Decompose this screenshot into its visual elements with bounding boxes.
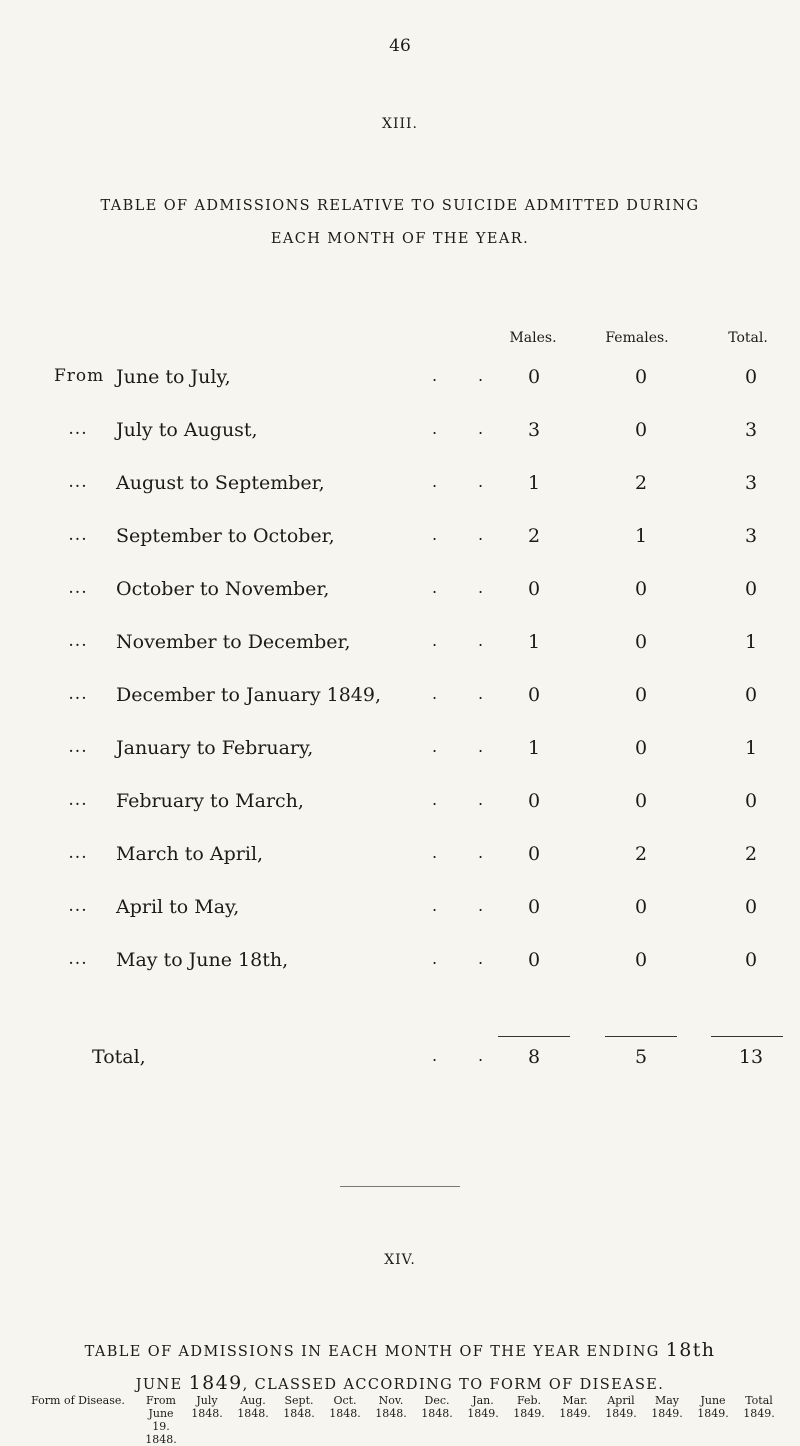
month-header-text: 1848. [145, 1433, 177, 1446]
row-prefix: ... [68, 631, 88, 651]
leader-dot: . [432, 366, 438, 385]
total-value: 1 [744, 631, 758, 653]
leader-dot: . [478, 578, 484, 597]
females-value: 2 [634, 843, 648, 865]
title-text: JUNE [135, 1377, 189, 1393]
leader-dot: . [432, 1046, 438, 1065]
total-value: 0 [744, 684, 758, 706]
females-value: 0 [634, 419, 648, 441]
leader-dot: . [478, 366, 484, 385]
row-prefix: ... [68, 684, 88, 704]
month-header-text: Oct. [333, 1394, 357, 1407]
females-value: 0 [634, 684, 648, 706]
males-value: 0 [527, 578, 541, 600]
month-header [230, 1394, 276, 1420]
total-males: 8 [527, 1046, 541, 1068]
month-header-text: 1849. [651, 1407, 683, 1420]
leader-dot: . [432, 684, 438, 703]
month-header [736, 1394, 782, 1420]
month-header [690, 1394, 736, 1420]
row-prefix: ... [68, 525, 88, 545]
month-range-label: November to December, [116, 631, 351, 653]
month-header-text: Nov. [378, 1394, 404, 1407]
month-range-label: June to July, [116, 366, 231, 388]
leader-dot: . [478, 1046, 484, 1065]
header-text: Form of [31, 1394, 75, 1407]
total-value: 3 [744, 525, 758, 547]
females-header: Females. [605, 330, 669, 346]
month-range-label: October to November, [116, 578, 330, 600]
leader-dot: . [478, 631, 484, 650]
month-header-text: 1849. [467, 1407, 499, 1420]
leader-dot: . [432, 419, 438, 438]
month-header [552, 1394, 598, 1420]
month-range-label: January to February, [116, 737, 314, 759]
total-value: 0 [744, 949, 758, 971]
month-header [460, 1394, 506, 1420]
leader-dot: . [432, 631, 438, 650]
leader-dot: . [432, 843, 438, 862]
total-value: 1 [744, 737, 758, 759]
row-prefix: ... [68, 949, 88, 969]
females-value: 0 [634, 631, 648, 653]
month-range-label: March to April, [116, 843, 264, 865]
month-header [276, 1394, 322, 1420]
females-value: 0 [634, 366, 648, 388]
total-value: 2 [744, 843, 758, 865]
month-header-text: April [607, 1394, 635, 1407]
title-text: TABLE OF ADMISSIONS IN EACH MONTH OF THE YEAR ENDING [84, 1344, 666, 1360]
page-number: 46 [389, 36, 411, 56]
total-total: 13 [738, 1046, 764, 1068]
leader-dot: . [478, 843, 484, 862]
month-header-text: Aug. [240, 1394, 266, 1407]
leader-dot: . [478, 949, 484, 968]
title-text: , CLASSED ACCORDING TO FORM OF DISEASE. [242, 1377, 665, 1393]
leader-dot: . [432, 472, 438, 491]
row-prefix: ... [68, 578, 88, 598]
row-prefix: ... [68, 843, 88, 863]
month-header [368, 1394, 414, 1420]
month-header-text: 19. [152, 1420, 170, 1433]
month-header [644, 1394, 690, 1420]
month-range-label: December to January 1849, [116, 684, 382, 706]
row-prefix: From [54, 366, 105, 386]
males-value: 1 [527, 737, 541, 759]
month-header [184, 1394, 230, 1420]
leader-dot: . [478, 684, 484, 703]
leader-dot: . [478, 790, 484, 809]
males-header: Males. [509, 330, 557, 346]
month-header-text: 1848. [237, 1407, 269, 1420]
leader-dot: . [432, 737, 438, 756]
month-header-text: Mar. [562, 1394, 588, 1407]
females-value: 0 [634, 949, 648, 971]
month-header-text: June [700, 1394, 726, 1407]
males-value: 0 [527, 790, 541, 812]
title-year: 1849 [188, 1372, 243, 1394]
row-prefix: ... [68, 737, 88, 757]
month-header-text: 1848. [283, 1407, 315, 1420]
males-value: 0 [527, 684, 541, 706]
leader-dot: . [432, 578, 438, 597]
males-value: 3 [527, 419, 541, 441]
total-value: 3 [744, 419, 758, 441]
month-header-text: 1849. [559, 1407, 591, 1420]
total-label: Total, [92, 1046, 146, 1068]
total-value: 0 [744, 578, 758, 600]
males-value: 0 [527, 366, 541, 388]
row-prefix: ... [68, 790, 88, 810]
month-header-text: July [196, 1394, 218, 1407]
leader-dot: . [432, 790, 438, 809]
section-13-numeral: XIII. [381, 116, 418, 132]
month-header-text: 1848. [375, 1407, 407, 1420]
month-header-text: Jan. [472, 1394, 494, 1407]
row-prefix: ... [68, 472, 88, 492]
females-value: 0 [634, 790, 648, 812]
males-value: 0 [527, 896, 541, 918]
month-header-text: 1848. [421, 1407, 453, 1420]
month-header-text: 1849. [697, 1407, 729, 1420]
section-13-title-line2: EACH MONTH OF THE YEAR. [270, 231, 530, 247]
males-value: 1 [527, 472, 541, 494]
males-value: 0 [527, 949, 541, 971]
leader-dot: . [478, 472, 484, 491]
month-header-text: 1849. [513, 1407, 545, 1420]
total-header: Total. [728, 330, 768, 346]
month-header [322, 1394, 368, 1420]
total-value: 0 [744, 896, 758, 918]
month-header [414, 1394, 460, 1420]
females-value: 0 [634, 896, 648, 918]
leader-dot: . [478, 737, 484, 756]
leader-dot: . [432, 949, 438, 968]
month-range-label: September to October, [116, 525, 335, 547]
month-header-text: 1849. [605, 1407, 637, 1420]
total-value: 0 [744, 366, 758, 388]
males-value: 0 [527, 843, 541, 865]
month-header [598, 1394, 644, 1420]
section-14-numeral: XIV. [384, 1252, 416, 1268]
form-of-disease-header [18, 1394, 138, 1407]
month-range-label: August to September, [116, 472, 325, 494]
females-value: 0 [634, 737, 648, 759]
month-range-label: July to August, [116, 419, 258, 441]
title-date: 18th [665, 1339, 716, 1361]
leader-dot: . [432, 896, 438, 915]
males-value: 2 [527, 525, 541, 547]
females-value: 2 [634, 472, 648, 494]
month-header-text: Total [745, 1394, 773, 1407]
month-range-label: May to June 18th, [116, 949, 289, 971]
total-value: 0 [744, 790, 758, 812]
month-header-text: From [146, 1394, 176, 1407]
males-value: 1 [527, 631, 541, 653]
row-prefix: ... [68, 419, 88, 439]
month-header-text: 1849. [743, 1407, 775, 1420]
month-range-label: February to March, [116, 790, 304, 812]
leader-dot: . [478, 419, 484, 438]
total-females: 5 [634, 1046, 648, 1068]
month-header-text: Feb. [516, 1394, 542, 1407]
leader-dot: . [478, 525, 484, 544]
month-header-text: Dec. [424, 1394, 450, 1407]
month-header-text: 1848. [329, 1407, 361, 1420]
females-value: 0 [634, 578, 648, 600]
month-header-text: Sept. [284, 1394, 314, 1407]
month-header-text: May [654, 1394, 680, 1407]
month-header-text: June [148, 1407, 174, 1420]
leader-dot: . [478, 896, 484, 915]
row-prefix: ... [68, 896, 88, 916]
header-text: Disease. [78, 1394, 125, 1407]
females-value: 1 [634, 525, 648, 547]
leader-dot: . [432, 525, 438, 544]
month-header-text: 1848. [191, 1407, 223, 1420]
month-range-label: April to May, [116, 896, 240, 918]
section-13-title-line1: TABLE OF ADMISSIONS RELATIVE TO SUICIDE ADMITTED DURING [100, 198, 700, 214]
month-header [506, 1394, 552, 1420]
month-header [138, 1394, 184, 1446]
disease-table-clip [18, 1394, 782, 1446]
total-value: 3 [744, 472, 758, 494]
